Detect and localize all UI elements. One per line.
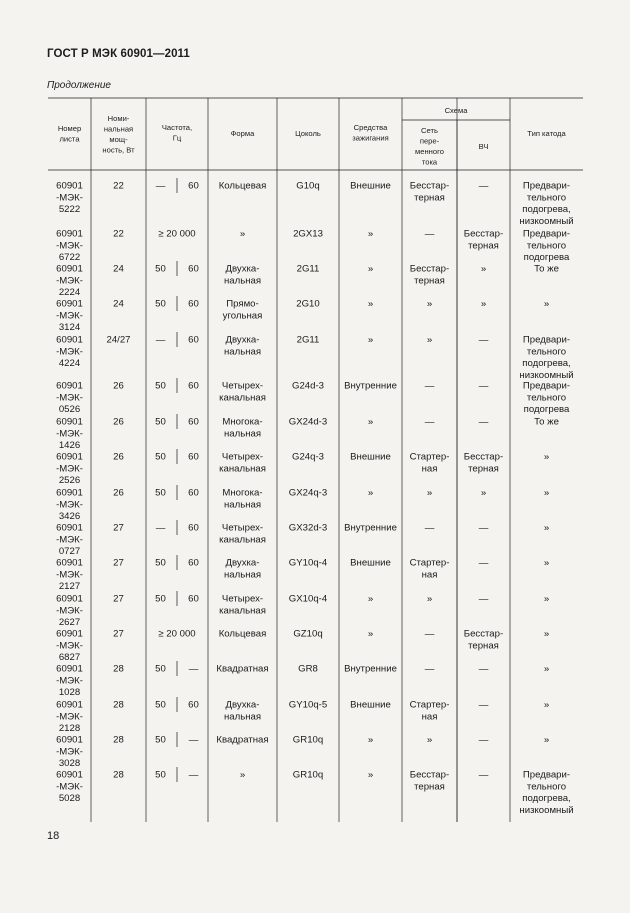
header-power: Номи- xyxy=(107,114,130,123)
table-cell-cathode: тельного xyxy=(526,346,567,358)
table-cell-sheet: 5222 xyxy=(58,204,81,216)
table-cell-scheme-ac: Бесстар- xyxy=(409,769,450,781)
table-cell-sheet: 60901 xyxy=(56,263,83,275)
table-cell-sheet: 4224 xyxy=(58,358,81,370)
table-cell-scheme-hf: — xyxy=(478,769,489,781)
table-cell-frequency-2: — xyxy=(188,663,199,675)
table-cell-sheet: 60901 xyxy=(56,663,83,675)
table-cell-power: 22 xyxy=(113,228,124,240)
table-cell-sheet: 60901 xyxy=(56,734,83,746)
table-cell-scheme-ac: терная xyxy=(414,275,445,287)
table-cell-frequency-2: — xyxy=(188,734,199,746)
table-cell-cap: GR10q xyxy=(292,769,324,781)
table-cell-frequency-1: 50 xyxy=(155,699,166,711)
table-cell-scheme-ac: » xyxy=(426,593,433,605)
table-cell-scheme-hf: — xyxy=(478,734,489,746)
table-cell-sheet: -МЭК- xyxy=(56,310,83,322)
table-cell-frequency-1: 50 xyxy=(155,263,166,275)
table-cell-sheet: 6722 xyxy=(58,252,81,264)
header-cathode: Тип катода xyxy=(527,129,566,138)
table-cell-scheme-hf: — xyxy=(478,557,489,569)
table-cell-shape: канальная xyxy=(219,534,266,546)
table-cell-shape: Четырех- xyxy=(221,380,264,392)
table-cell-frequency-1: 50 xyxy=(155,769,166,781)
table-cell-scheme-hf: Бесстар- xyxy=(463,228,504,240)
table-cell-scheme-hf: терная xyxy=(468,240,499,252)
table-cell-frequency-1: 50 xyxy=(155,557,166,569)
table-cell-sheet: 3124 xyxy=(58,322,81,334)
table-cell-scheme-ac: » xyxy=(426,487,433,499)
table-cell-scheme-hf: — xyxy=(478,180,489,192)
table-cell-shape: » xyxy=(239,769,246,781)
table-cell-sheet: 1426 xyxy=(58,440,81,452)
header-scheme-ac: пере- xyxy=(419,136,440,146)
table-cell-scheme-hf: — xyxy=(478,334,489,346)
table-cell-scheme-hf: Бесстар- xyxy=(463,628,504,640)
table-cell-sheet: 60901 xyxy=(56,769,83,781)
table-cell-shape: Четырех- xyxy=(221,593,264,605)
table-cell-cathode: тельного xyxy=(526,781,567,793)
table-cell-frequency-1: 50 xyxy=(155,298,166,310)
table-cell-cathode: Предвари- xyxy=(522,228,571,240)
table-cell-cathode: » xyxy=(543,522,550,534)
table-cell-ignition: » xyxy=(367,734,374,746)
table-cell-cathode: Предвари- xyxy=(522,334,571,346)
table-cell-sheet: 2128 xyxy=(58,723,81,735)
header-power: мощ- xyxy=(109,135,128,144)
table-cell-sheet: -МЭК- xyxy=(56,534,83,546)
table-cell-power: 28 xyxy=(113,699,124,711)
table-cell-frequency-1: — xyxy=(155,334,166,346)
table-cell-cap: 2GX13 xyxy=(293,228,323,240)
table-cell-scheme-ac: Стартер- xyxy=(409,699,450,711)
table-cell-cap: 2G10 xyxy=(296,298,320,310)
table-cell-cap: 2G11 xyxy=(296,263,320,275)
table-cell-cap: GR10q xyxy=(292,734,324,746)
table-cell-scheme-ac: Бесстар- xyxy=(409,263,450,275)
table-cell-shape: Двухка- xyxy=(225,334,260,346)
table-cell-shape: Двухка- xyxy=(225,557,260,569)
table-cell-scheme-hf: терная xyxy=(468,463,499,475)
table-cell-frequency-1: — xyxy=(155,180,166,192)
table-cell-power: 28 xyxy=(113,769,124,781)
table-cell-frequency-1: 50 xyxy=(155,663,166,675)
header-frequency: Гц xyxy=(172,133,182,143)
table-cell-sheet: -МЭК- xyxy=(56,640,83,652)
table-cell-sheet: 5028 xyxy=(58,793,81,805)
table-cell-sheet: -МЭК- xyxy=(56,605,83,617)
table-cell-shape: Двухка- xyxy=(225,699,260,711)
table-cell-scheme-ac: — xyxy=(424,522,435,534)
table-cell-cathode: подогрева xyxy=(523,252,570,264)
table-cell-sheet: 60901 xyxy=(56,228,83,240)
table-cell-frequency-2: 60 xyxy=(188,263,199,275)
table-cell-sheet: 60901 xyxy=(56,557,83,569)
document-title: ГОСТ Р МЭК 60901—2011 xyxy=(47,48,190,60)
table-cell-scheme-ac: — xyxy=(424,628,435,640)
table-cell-power: 22 xyxy=(113,180,124,192)
table-cell-sheet: -МЭК- xyxy=(56,746,83,758)
table-cell-ignition: Внешние xyxy=(350,451,391,463)
table-cell-cap: GX24q-3 xyxy=(288,487,328,499)
table-cell-power: 24 xyxy=(113,263,124,275)
table-cell-shape: нальная xyxy=(223,346,262,358)
table-cell-sheet: -МЭК- xyxy=(56,346,83,358)
table-cell-frequency-1: 50 xyxy=(155,734,166,746)
table-cell-frequency-2: 60 xyxy=(188,298,199,310)
header-sheet-number: Номер xyxy=(57,124,82,133)
header-power: нальная xyxy=(103,124,134,134)
table-cell-cathode: тельного xyxy=(526,392,567,404)
table-cell-scheme-ac: — xyxy=(424,228,435,240)
table-cell-frequency-2: 60 xyxy=(188,416,199,428)
table-cell-power: 27 xyxy=(113,557,124,569)
table-cell-power: 26 xyxy=(113,416,124,428)
table-cell-shape: Кольцевая xyxy=(218,180,267,192)
header-frequency: Частота, xyxy=(161,123,193,132)
table-cell-scheme-hf: терная xyxy=(468,640,499,652)
table-cell-sheet: 60901 xyxy=(56,451,83,463)
table-cell-sheet: -МЭК- xyxy=(56,463,83,475)
table-cell-scheme-ac: ная xyxy=(421,463,438,475)
table-cell-cap: GY10q-5 xyxy=(288,699,328,711)
table-cell-cathode: Предвари- xyxy=(522,769,571,781)
table-cell-shape: нальная xyxy=(223,428,262,440)
table-cell-scheme-ac: Стартер- xyxy=(409,451,450,463)
table-cell-cathode: низкоомный xyxy=(519,215,574,227)
table-cell-sheet: 60901 xyxy=(56,416,83,428)
table-cell-scheme-hf: » xyxy=(480,263,487,275)
table-cell-ignition: Внешние xyxy=(350,699,391,711)
table-cell-power: 24/27 xyxy=(106,334,131,346)
table-cell-sheet: 60901 xyxy=(56,487,83,499)
table-cell-cap: GX32d-3 xyxy=(288,522,328,534)
table-cell-cathode: подогрева, xyxy=(522,793,571,805)
table-cell-ignition: » xyxy=(367,769,374,781)
table-cell-cathode: » xyxy=(543,593,550,605)
table-cell-sheet: -МЭК- xyxy=(56,240,83,252)
table-cell-cathode: подогрева, xyxy=(522,358,571,370)
table-cell-ignition: » xyxy=(367,487,374,499)
header-ignition: Средства xyxy=(353,123,388,132)
table-cell-ignition: Внутренние xyxy=(344,663,397,675)
table-cell-shape: нальная xyxy=(223,569,262,581)
table-cell-sheet: 60901 xyxy=(56,593,83,605)
header-scheme-ac: менного xyxy=(415,147,444,156)
header-scheme-ac: Сеть xyxy=(421,126,438,135)
table-cell-frequency-2: 60 xyxy=(188,699,199,711)
table-cell-ignition: » xyxy=(367,334,374,346)
table-cell-scheme-ac: » xyxy=(426,298,433,310)
continuation-label: Продолжение xyxy=(47,80,111,91)
table-cell-sheet: 0727 xyxy=(58,546,81,558)
table-cell-sheet: 2127 xyxy=(58,581,81,593)
table-cell-power: 26 xyxy=(113,380,124,392)
table-cell-shape: нальная xyxy=(223,275,262,287)
table-cell-frequency-1: 50 xyxy=(155,416,166,428)
table-cell-cathode: низкоомный xyxy=(519,804,574,816)
table-cell-sheet: 1028 xyxy=(58,687,81,699)
header-scheme-ac: тока xyxy=(421,157,438,167)
table-cell-shape: канальная xyxy=(219,605,266,617)
table-cell-ignition: Внешние xyxy=(350,180,391,192)
table-cell-cathode: » xyxy=(543,734,550,746)
table-cell-cap: GY10q-4 xyxy=(288,557,328,569)
table-cell-frequency: ≥ 20 000 xyxy=(158,228,196,240)
table-cell-sheet: 2627 xyxy=(58,617,81,629)
table-cell-sheet: 60901 xyxy=(56,628,83,640)
table-cell-ignition: » xyxy=(367,628,374,640)
header-scheme-hf: ВЧ xyxy=(478,142,489,151)
table-cell-scheme-hf: — xyxy=(478,663,489,675)
table-cell-power: 27 xyxy=(113,628,124,640)
table-cell-scheme-ac: ная xyxy=(421,711,438,723)
table-cell-frequency-1: 50 xyxy=(155,380,166,392)
table-cell-frequency-2: 60 xyxy=(188,334,199,346)
table-cell-frequency-2: 60 xyxy=(188,522,199,534)
table-cell-cathode: » xyxy=(543,298,550,310)
table-cell-sheet: 60901 xyxy=(56,298,83,310)
table-cell-shape: нальная xyxy=(223,711,262,723)
table-cell-scheme-hf: » xyxy=(480,487,487,499)
table-cell-sheet: -МЭК- xyxy=(56,781,83,793)
table-cell-power: 28 xyxy=(113,734,124,746)
table-cell-sheet: 3426 xyxy=(58,511,81,523)
table-cell-scheme-ac: терная xyxy=(414,781,445,793)
table-cell-sheet: 60901 xyxy=(56,380,83,392)
table-cell-cathode: подогрева, xyxy=(522,204,571,216)
table-cell-shape: Многока- xyxy=(222,487,263,499)
table-cell-power: 26 xyxy=(113,487,124,499)
table-cell-scheme-hf: — xyxy=(478,593,489,605)
table-cell-cap: G24d-3 xyxy=(292,380,324,392)
table-cell-ignition: » xyxy=(367,416,374,428)
table-cell-ignition: Внутренние xyxy=(344,522,397,534)
table-cell-scheme-hf: — xyxy=(478,416,489,428)
table-cell-scheme-hf: Бесстар- xyxy=(463,451,504,463)
table-cell-sheet: -МЭК- xyxy=(56,428,83,440)
table-cell-scheme-ac: ная xyxy=(421,569,438,581)
table-cell-frequency-2: 60 xyxy=(188,487,199,499)
table-cell-shape: Прямо- xyxy=(226,298,259,310)
table-cell-cathode: подогрева xyxy=(523,404,570,416)
table-cell-cathode: тельного xyxy=(526,240,567,252)
table-cell-frequency-2: — xyxy=(188,769,199,781)
table-cell-frequency-1: 50 xyxy=(155,487,166,499)
table-cell-cathode: тельного xyxy=(526,192,567,204)
table-cell-shape: Кольцевая xyxy=(218,628,267,640)
table-cell-sheet: -МЭК- xyxy=(56,675,83,687)
table-cell-scheme-ac: — xyxy=(424,380,435,392)
table-cell-shape: угольная xyxy=(222,310,263,322)
table-cell-sheet: 6827 xyxy=(58,652,81,664)
page-number: 18 xyxy=(47,830,60,842)
table-cell-scheme-ac: терная xyxy=(414,192,445,204)
table-cell-sheet: 3028 xyxy=(58,758,81,770)
table-cell-frequency-1: 50 xyxy=(155,593,166,605)
table-cell-cap: 2G11 xyxy=(296,334,320,346)
table-cell-cap: GZ10q xyxy=(293,628,323,640)
table-cell-ignition: » xyxy=(367,228,374,240)
table-cell-sheet: -МЭК- xyxy=(56,711,83,723)
table-cell-scheme-ac: Стартер- xyxy=(409,557,450,569)
table-cell-power: 27 xyxy=(113,593,124,605)
table-cell-sheet: 2526 xyxy=(58,475,81,487)
table-cell-scheme-hf: — xyxy=(478,699,489,711)
table-cell-scheme-ac: » xyxy=(426,334,433,346)
header-cap: Цоколь xyxy=(295,129,321,138)
table-cell-shape: Четырех- xyxy=(221,451,264,463)
table-cell-scheme-ac: — xyxy=(424,663,435,675)
table-cell-cathode: » xyxy=(543,699,550,711)
table-cell-power: 27 xyxy=(113,522,124,534)
table-cell-ignition: Внешние xyxy=(350,557,391,569)
table-cell-sheet: 60901 xyxy=(56,334,83,346)
table-cell-sheet: -МЭК- xyxy=(56,499,83,511)
table-cell-shape: Квадратная xyxy=(216,734,269,746)
table-cell-frequency-2: 60 xyxy=(188,557,199,569)
table-cell-scheme-hf: » xyxy=(480,298,487,310)
table-cell-scheme-ac: — xyxy=(424,416,435,428)
table-cell-shape: Четырех- xyxy=(221,522,264,534)
table-cell-cathode: » xyxy=(543,451,550,463)
table-cell-sheet: 2224 xyxy=(58,287,81,299)
table-cell-power: 24 xyxy=(113,298,124,310)
table-cell-shape: Двухка- xyxy=(225,263,260,275)
table-cell-sheet: -МЭК- xyxy=(56,192,83,204)
table-cell-ignition: » xyxy=(367,263,374,275)
header-power: ность, Вт xyxy=(102,145,135,155)
table-cell-sheet: -МЭК- xyxy=(56,569,83,581)
table-cell-ignition: » xyxy=(367,593,374,605)
table-cell-frequency-2: 60 xyxy=(188,180,199,192)
table-cell-power: 26 xyxy=(113,451,124,463)
table-cell-cathode: » xyxy=(543,628,550,640)
table-cell-cap: GR8 xyxy=(298,663,318,675)
table-cell-shape: Многока- xyxy=(222,416,263,428)
table-cell-ignition: Внутренние xyxy=(344,380,397,392)
table-cell-cap: GX10q-4 xyxy=(288,593,328,605)
table-cell-cathode: » xyxy=(543,557,550,569)
table-cell-shape: канальная xyxy=(219,463,266,475)
header-ignition: зажигания xyxy=(352,133,389,143)
table-cell-scheme-hf: — xyxy=(478,380,489,392)
table-cell-cathode: Предвари- xyxy=(522,380,571,392)
table-cell-sheet: 0526 xyxy=(58,404,81,416)
table-cell-scheme-ac: » xyxy=(426,734,433,746)
table-cell-cathode: » xyxy=(543,487,550,499)
table-cell-sheet: -МЭК- xyxy=(56,392,83,404)
table-cell-cathode: То же xyxy=(534,416,559,428)
table-cell-sheet: 60901 xyxy=(56,180,83,192)
table-cell-shape: Квадратная xyxy=(216,663,269,675)
table-cell-ignition: » xyxy=(367,298,374,310)
table-cell-cap: G10q xyxy=(296,180,320,192)
table-cell-cathode: То же xyxy=(534,263,559,275)
table-cell-shape: нальная xyxy=(223,499,262,511)
table-cell-cathode: Предвари- xyxy=(522,180,571,192)
table-cell-cap: G24q-3 xyxy=(292,451,324,463)
table-cell-shape: » xyxy=(239,228,246,240)
table-cell-cathode: » xyxy=(543,663,550,675)
table-cell-frequency-2: 60 xyxy=(188,593,199,605)
header-sheet-number: листа xyxy=(59,134,80,144)
table-cell-frequency: ≥ 20 000 xyxy=(158,628,196,640)
table-cell-scheme-hf: — xyxy=(478,522,489,534)
table-cell-cathode: низкоомный xyxy=(519,369,574,381)
header-shape: Форма xyxy=(230,129,255,138)
table-cell-frequency-2: 60 xyxy=(188,380,199,392)
table-cell-frequency-2: 60 xyxy=(188,451,199,463)
table-cell-sheet: -МЭК- xyxy=(56,275,83,287)
table-cell-scheme-ac: Бесстар- xyxy=(409,180,450,192)
header-scheme: Схема xyxy=(444,106,468,115)
table-cell-cap: GX24d-3 xyxy=(288,416,328,428)
table-cell-frequency-1: — xyxy=(155,522,166,534)
table-cell-shape: канальная xyxy=(219,392,266,404)
table-cell-sheet: 60901 xyxy=(56,522,83,534)
table-cell-power: 28 xyxy=(113,663,124,675)
table-cell-frequency-1: 50 xyxy=(155,451,166,463)
table-cell-sheet: 60901 xyxy=(56,699,83,711)
